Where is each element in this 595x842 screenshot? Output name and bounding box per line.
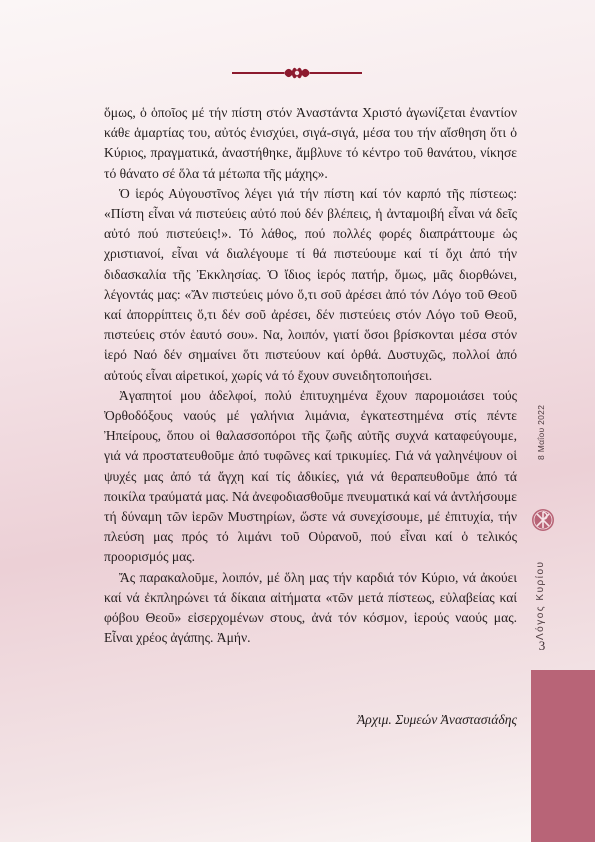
issue-date [533, 380, 549, 460]
publication-title [533, 540, 549, 640]
paragraph-2: Ὁ ἱερός Αὐγουστῖνος λέγει γιά τήν πίστη καί τόν καρπό τῆς πίστεως: «Πίστη εἶναι νά πιστεύεις αὐτό πού δέν βλέπεις, ἡ ἀνταμοιβή εἶναι νά δεῖς αὐτό πού πιστεύεις!». Τό λάθος, πού πολλές φορές διαπράττουμε ὡς χριστιανοί, εἶναι νά διαλέγουμε τί θά πιστεύουμε καί τί ὄχι ἀπό τήν διδασκαλία τῆς Ἐκκλησίας. Ὁ ἴδιος ἱερός πατήρ, ὅμως, μᾶς διορθώνει, λέγοντάς μας: «Ἄν πιστεύεις μόνο ὅ,τι σοῦ ἀρέσει ἀπό τόν Λόγο τοῦ Θεοῦ καί ἀπορρίπτεις ὅ,τι δέν σοῦ ἀρέσει, δέν πιστεύεις στόν Λόγο τοῦ Θεοῦ, πιστεύεις στόν ἑαυτό σου». Να, λοιπόν, γιατί ὅσοι βρίσκονται μέσα στόν ἱερό Ναό δέν σημαίνει ὅτι πιστεύουν καί ὀρθά. Δυστυχῶς, πολλοί ἀπό αὐτούς εἶναι αἱρετικοί, χωρίς νά τό ἔχουν συνειδητοποιήσει. [104, 185, 517, 383]
issue-date-text: 8 Μαΐου 2022 [536, 404, 546, 460]
paragraph-3: Ἀγαπητοί μου ἀδελφοί, πολύ ἐπιτυχημένα ἔχουν παρομοιάσει τούς Ὀρθοδόξους ναούς μέ γαλήνια λιμάνια, ἐγκατεστημένα στίς πέντε Ἠπείρους, ὅπου οἱ θαλασσοπόροι τῆς ζωῆς αὐτῆς συχνά καταφεύγουμε, γιά νά προστατευθοῦμε ἀπό τυφῶνες καί τρικυμίες. Γιά νά γαληνέψουν οἱ ψυχές μας ἀπό τά ἄγχη καί τίς ἀδικίες, γιά νά θεραπευθοῦμε ἀπό τά ποικίλα τραύματά μας. Νά ἀνεφοδιασθοῦμε πνευματικά καί νά ἀντλήσουμε τή δύναμη τῶν ἱερῶν Μυστηρίων, ὥστε νά συνεχίσουμε, μέ ἐπιτυχία, τήν πλεύση μας πρός τό λιμάνι τοῦ Οὐρανοῦ, πού εἶναι καί ὁ τελικός προορισμός μας. [104, 387, 517, 565]
accent-bar [531, 670, 595, 842]
chi-rho-icon [531, 508, 555, 532]
paragraph-1: ὅμως, ὁ ὁποῖος μέ τήν πίστη στόν Ἀναστάντα Χριστό ἀγωνίζεται ἐναντίον κάθε ἁμαρτίας του, αὐτός ἐνισχύει, σιγά-σιγά, μέσα του τήν αἴσθηση ὅτι ὁ Κύριος, πραγματικά, ἀναστήθηκε, ἄμβλυνε τό κέντρο τοῦ θανάτου, νίκησε τό θάνατο σέ ὅλα τά μέτωπα τῆς μάχης». [104, 105, 517, 181]
author-signature: Ἀρχιμ. Συμεών Ἀναστασιάδης [357, 712, 517, 727]
paragraph-4: Ἄς παρακαλοῦμε, λοιπόν, μέ ὅλη μας τήν καρδιά τόν Κύριο, νά ἀκούει καί νά ἐκπληρώνει τά δίκαια αἰτήματα «τῶν μετά πίστεως, εὐλαβείας καί φόβου Θεοῦ» εἰσερχομένων στους, ἀνά τόν κόσμον, ἱερούς ναούς μας. Εἶναι χρέος ἀγάπης. Ἀμήν. [104, 569, 517, 646]
page-number: 3 [538, 638, 546, 653]
article-body [104, 103, 517, 648]
publication-title-text: Λόγος Κυρίου [535, 560, 546, 640]
floral-ornament-icon [232, 62, 362, 84]
